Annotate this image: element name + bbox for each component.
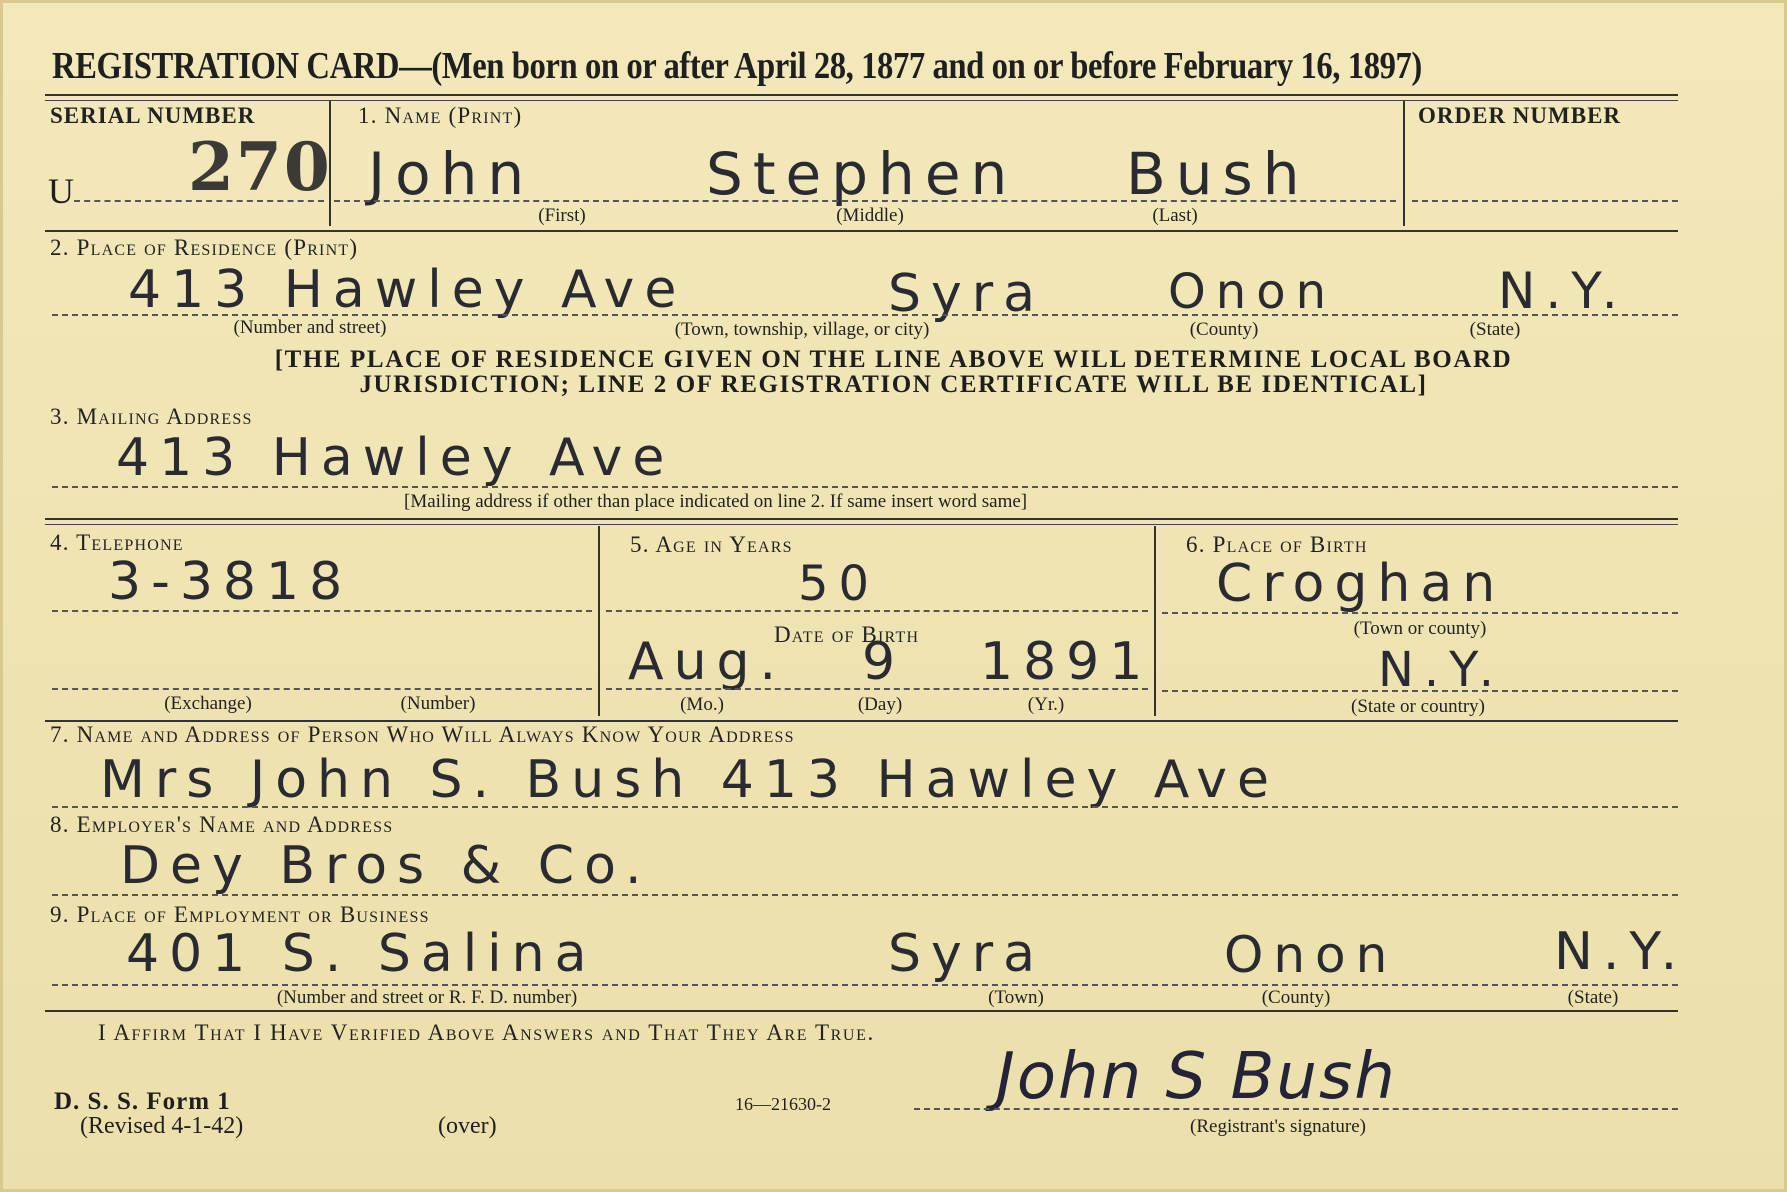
dob-label: Date of Birth — [774, 622, 920, 647]
name-last-value: Bush — [1126, 140, 1310, 208]
telephone-number-caption: (Number) — [400, 693, 476, 714]
birthplace-line-1 — [1162, 612, 1678, 614]
dob-month-value: Aug. — [628, 632, 787, 692]
employment-state-value: N.Y. — [1554, 922, 1688, 982]
dob-line — [606, 688, 1148, 690]
telephone-value: 3-3818 — [108, 552, 353, 612]
residence-town-caption: (Town, township, village, or city) — [674, 319, 930, 340]
birthplace-state-value: N.Y. — [1378, 642, 1505, 698]
residence-state-caption: (State) — [1469, 319, 1521, 340]
dob-year-caption: (Yr.) — [1027, 694, 1065, 715]
birthplace-town-value: Croghan — [1216, 554, 1506, 614]
mailing-address-label: 3. Mailing Address — [50, 404, 253, 429]
form-number: D. S. S. Form 1 — [54, 1088, 231, 1115]
employment-county-value: Onon — [1224, 926, 1398, 984]
telephone-line-1 — [52, 610, 592, 612]
contact-line — [52, 806, 1678, 808]
header-rule-2 — [45, 100, 1678, 101]
residence-street-value: 413 Hawley Ave — [128, 260, 687, 320]
name-first-caption: (First) — [538, 205, 586, 226]
residence-line — [52, 314, 1678, 316]
age-line — [606, 610, 1148, 612]
employer-label: 8. Employer's Name and Address — [50, 812, 394, 837]
dob-day-caption: (Day) — [857, 694, 903, 715]
serial-prefix: U — [48, 171, 74, 211]
card-header: REGISTRATION CARD—(Men born on or after April 28, 1877 and on or before February 16, 1897) — [52, 45, 1422, 87]
employment-label: 9. Place of Employment or Business — [50, 902, 430, 927]
header-rule — [45, 94, 1678, 96]
birthplace-town-caption: (Town or county) — [1353, 618, 1487, 639]
row3-rule — [45, 518, 1678, 520]
employment-line — [52, 984, 1678, 986]
contact-label: 7. Name and Address of Person Who Will Always Know Your Address — [50, 722, 795, 747]
name-middle-value: Stephen — [706, 140, 1018, 208]
dob-day-value: 9 — [862, 632, 906, 692]
form-revised: (Revised 4-1-42) — [80, 1113, 244, 1139]
signature-caption: (Registrant's signature) — [1190, 1116, 1366, 1137]
birthplace-line-2 — [1162, 690, 1678, 692]
employment-state-caption: (State) — [1567, 987, 1619, 1008]
row1-rule — [45, 230, 1678, 232]
name-label: 1. Name (Print) — [358, 103, 523, 128]
signature-line — [914, 1108, 1678, 1110]
dob-year-value: 1891 — [980, 632, 1153, 692]
name-middle-caption: (Middle) — [836, 205, 904, 226]
serial-divider — [329, 101, 331, 226]
residence-county-caption: (County) — [1189, 319, 1259, 340]
print-code: 16—21630-2 — [735, 1094, 831, 1114]
telephone-divider — [598, 526, 600, 716]
employment-town-caption: (Town) — [988, 987, 1044, 1008]
order-line — [1412, 200, 1678, 202]
residence-street-caption: (Number and street) — [233, 317, 387, 338]
jurisdiction-notice-line2: JURISDICTION; LINE 2 OF REGISTRATION CERTIFICATE WILL BE IDENTICAL] — [359, 371, 1428, 398]
over-note: (over) — [438, 1113, 497, 1139]
registrant-signature: John S Bush — [996, 1040, 1397, 1114]
row9-rule — [45, 1010, 1678, 1012]
mailing-address-value: 413 Hawley Ave — [116, 428, 675, 488]
dob-month-caption: (Mo.) — [680, 694, 724, 715]
employer-value: Dey Bros & Co. — [120, 836, 652, 896]
affirmation-text: I Affirm That I Have Verified Above Answers and That They Are True. — [98, 1020, 875, 1045]
residence-state-value: N.Y. — [1498, 262, 1628, 320]
name-first-value: John — [368, 140, 535, 208]
name-last-caption: (Last) — [1152, 205, 1198, 226]
name-line — [334, 200, 1396, 202]
employment-street-value: 401 S. Salina — [126, 924, 597, 984]
contact-value: Mrs John S. Bush 413 Hawley Ave — [100, 750, 1280, 810]
mailing-line — [52, 486, 1678, 488]
telephone-exchange-caption: (Exchange) — [164, 693, 252, 714]
employment-street-caption: (Number and street or R. F. D. number) — [276, 987, 578, 1008]
serial-number-label: SERIAL NUMBER — [50, 103, 256, 128]
serial-number-value: 270 — [188, 128, 332, 206]
birthplace-state-caption: (State or country) — [1350, 696, 1486, 717]
birthplace-label: 6. Place of Birth — [1186, 532, 1368, 557]
age-label: 5. Age in Years — [630, 532, 793, 557]
residence-town-value: Syra — [888, 264, 1046, 324]
residence-label: 2. Place of Residence (Print) — [50, 235, 359, 260]
telephone-label: 4. Telephone — [50, 530, 184, 555]
employer-line — [52, 894, 1678, 896]
order-number-label: ORDER NUMBER — [1418, 103, 1622, 128]
age-divider — [1154, 526, 1156, 716]
age-value: 50 — [798, 556, 880, 612]
employment-county-caption: (County) — [1261, 987, 1331, 1008]
telephone-line-2 — [52, 688, 592, 690]
order-divider — [1403, 101, 1405, 226]
residence-county-value: Onon — [1168, 264, 1336, 320]
serial-line — [74, 200, 324, 202]
row3-rule-2 — [45, 524, 1678, 525]
jurisdiction-notice-line1: [THE PLACE OF RESIDENCE GIVEN ON THE LINE ABOVE WILL DETERMINE LOCAL BOARD — [274, 346, 1513, 373]
mailing-caption: [Mailing address if other than place indicated on line 2. If same insert word same] — [404, 491, 1028, 512]
employment-town-value: Syra — [888, 924, 1046, 984]
